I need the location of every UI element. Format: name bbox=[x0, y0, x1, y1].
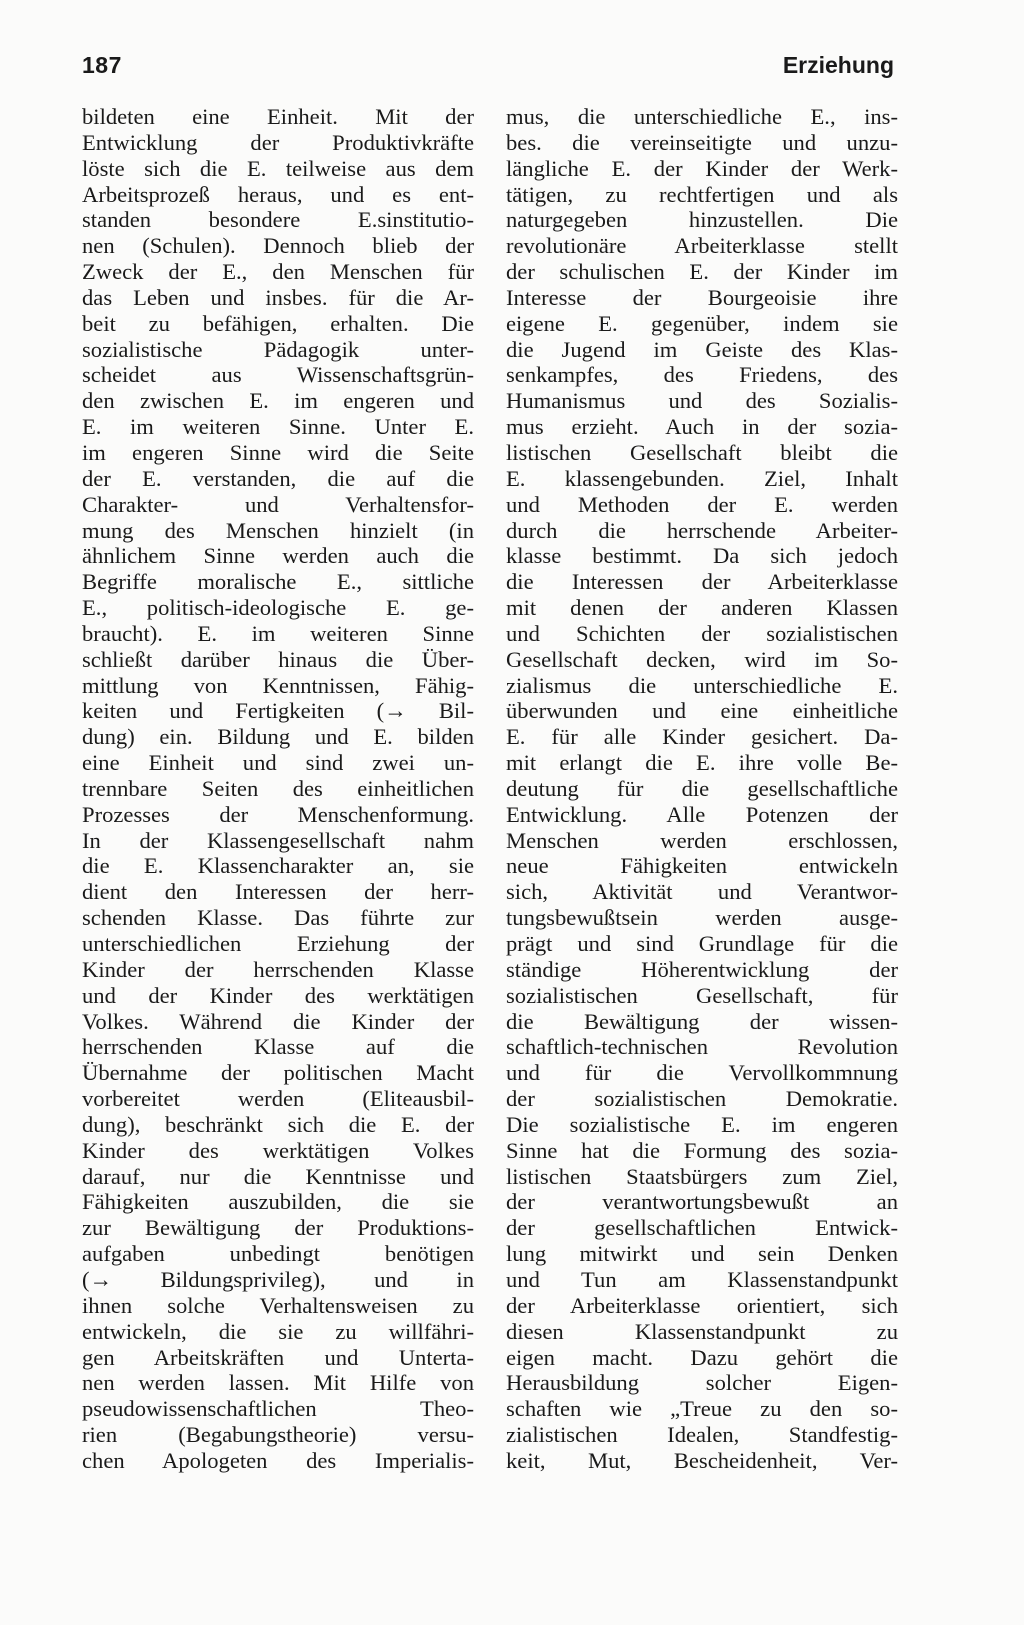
text-line: Volkes. Während die Kinder der bbox=[82, 1008, 474, 1034]
text-line: Charakter- und Verhaltensfor- bbox=[82, 491, 474, 517]
text-line: bildeten eine Einheit. Mit der bbox=[82, 104, 474, 129]
text-line: pseudowissenschaftlichen Theo- bbox=[82, 1396, 474, 1422]
text-line: Menschen werden erschlossen, bbox=[506, 827, 898, 853]
text-line: mus, die unterschiedliche E., ins- bbox=[506, 104, 898, 129]
text-line: ständige Höherentwicklung der bbox=[506, 956, 898, 982]
text-line: zialismus die unterschiedliche E. bbox=[506, 672, 898, 698]
text-line: listischen Gesellschaft bleibt die bbox=[506, 439, 898, 465]
text-line: Die sozialistische E. im engeren bbox=[506, 1111, 898, 1137]
text-line: dung), beschränkt sich die E. der bbox=[82, 1111, 474, 1137]
text-line: scheidet aus Wissenschaftsgrün- bbox=[82, 362, 474, 388]
text-line: Zweck der E., den Menschen für bbox=[82, 259, 474, 285]
text-line: gen Arbeitskräften und Unterta- bbox=[82, 1344, 474, 1370]
text-line: mit denen der anderen Klassen bbox=[506, 595, 898, 621]
text-line: Begriffe moralische E., sittliche bbox=[82, 569, 474, 595]
text-line: löste sich die E. teilweise aus dem bbox=[82, 155, 474, 181]
text-line: die Interessen der Arbeiterklasse bbox=[506, 569, 898, 595]
text-line: schaftlich-technischen Revolution bbox=[506, 1034, 898, 1060]
text-line: zialistischen Idealen, Standfestig- bbox=[506, 1422, 898, 1448]
text-line: sozialistischen Gesellschaft, für bbox=[506, 982, 898, 1008]
text-line: und Tun am Klassenstandpunkt bbox=[506, 1266, 898, 1292]
text-line: mit erlangt die E. ihre volle Be- bbox=[506, 750, 898, 776]
text-line: entwickeln, die sie zu willfähri- bbox=[82, 1318, 474, 1344]
text-line: der schulischen E. der Kinder im bbox=[506, 259, 898, 285]
text-line: Kinder der herrschenden Klasse bbox=[82, 956, 474, 982]
page-number: 187 bbox=[82, 52, 122, 78]
text-line: braucht). E. im weiteren Sinne bbox=[82, 620, 474, 646]
text-line: der sozialistischen Demokratie. bbox=[506, 1086, 898, 1112]
left-text-column bbox=[82, 104, 474, 1474]
text-line: eigene E. gegenüber, indem sie bbox=[506, 310, 898, 336]
text-line: Kinder des werktätigen Volkes bbox=[82, 1137, 474, 1163]
text-line: E. klassengebunden. Ziel, Inhalt bbox=[506, 465, 898, 491]
text-line: chen Apologeten des Imperialis- bbox=[82, 1447, 474, 1473]
text-line: Gesellschaft decken, wird im So- bbox=[506, 646, 898, 672]
text-line: trennbare Seiten des einheitlichen bbox=[82, 775, 474, 801]
text-line: mus erzieht. Auch in der sozia- bbox=[506, 414, 898, 440]
text-line: eigen macht. Dazu gehört die bbox=[506, 1344, 898, 1370]
text-line: naturgegeben hinzustellen. Die bbox=[506, 207, 898, 233]
text-line: Sinne hat die Formung des sozia- bbox=[506, 1137, 898, 1163]
text-line: klasse bestimmt. Da sich jedoch bbox=[506, 543, 898, 569]
text-line: dient den Interessen der herr- bbox=[82, 879, 474, 905]
text-line: nen werden lassen. Mit Hilfe von bbox=[82, 1370, 474, 1396]
text-line: prägt und sind Grundlage für die bbox=[506, 931, 898, 956]
text-line: und für die Vervollkommnung bbox=[506, 1060, 898, 1086]
text-line: Entwicklung. Alle Potenzen der bbox=[506, 801, 898, 827]
text-line: aufgaben unbedingt benötigen bbox=[82, 1241, 474, 1267]
text-line: schaften wie „Treue zu den so- bbox=[506, 1396, 898, 1422]
text-line: lung mitwirkt und sein Denken bbox=[506, 1241, 898, 1267]
text-line: die Jugend im Geiste des Klas- bbox=[506, 336, 898, 362]
text-line: und Schichten der sozialistischen bbox=[506, 620, 898, 646]
text-line: Interesse der Bourgeoisie ihre bbox=[506, 284, 898, 310]
text-line: Fähigkeiten auszubilden, die sie bbox=[82, 1189, 474, 1215]
text-line: senkampfes, des Friedens, des bbox=[506, 362, 898, 388]
text-line: Prozesses der Menschenformung. bbox=[82, 801, 474, 827]
text-line: der Arbeiterklasse orientiert, sich bbox=[506, 1292, 898, 1318]
text-line: und der Kinder des werktätigen bbox=[82, 982, 474, 1008]
text-line: das Leben und insbes. für die Ar- bbox=[82, 284, 474, 310]
text-line: die Bewältigung der wissen- bbox=[506, 1008, 898, 1034]
text-line: deutung für die gesellschaftliche bbox=[506, 775, 898, 801]
text-line: dung) ein. Bildung und E. bilden bbox=[82, 724, 474, 750]
text-line: durch die herrschende Arbeiter- bbox=[506, 517, 898, 543]
text-line: im engeren Sinne wird die Seite bbox=[82, 439, 474, 465]
text-line: revolutionäre Arbeiterklasse stellt bbox=[506, 233, 898, 259]
right-text-column bbox=[506, 104, 898, 1474]
text-line: keiten und Fertigkeiten (→ Bil- bbox=[82, 698, 474, 724]
text-line: mung des Menschen hinzielt (in bbox=[82, 517, 474, 543]
text-line: (→ Bildungsprivileg), und in bbox=[82, 1266, 474, 1292]
text-line: der gesellschaftlichen Entwick- bbox=[506, 1215, 898, 1241]
text-line: überwunden und eine einheitliche bbox=[506, 698, 898, 724]
text-line: nen (Schulen). Dennoch blieb der bbox=[82, 233, 474, 259]
text-line: Humanismus und des Sozialis- bbox=[506, 388, 898, 414]
text-line: rien (Begabungstheorie) versu- bbox=[82, 1422, 474, 1448]
text-line: der E. verstanden, die auf die bbox=[82, 465, 474, 491]
text-line: den zwischen E. im engeren und bbox=[82, 388, 474, 414]
text-line: In der Klassengesellschaft nahm bbox=[82, 827, 474, 853]
text-line: unterschiedlichen Erziehung der bbox=[82, 931, 474, 956]
text-line: sich, Aktivität und Verantwor- bbox=[506, 879, 898, 905]
text-line: beit zu befähigen, erhalten. Die bbox=[82, 310, 474, 336]
text-line: diesen Klassenstandpunkt zu bbox=[506, 1318, 898, 1344]
text-line: listischen Staatsbürgers zum Ziel, bbox=[506, 1163, 898, 1189]
text-line: tungsbewußtsein werden ausge- bbox=[506, 905, 898, 931]
text-line: die E. Klassencharakter an, sie bbox=[82, 853, 474, 879]
text-line: und Methoden der E. werden bbox=[506, 491, 898, 517]
text-line: der verantwortungsbewußt an bbox=[506, 1189, 898, 1215]
text-line: tätigen, zu rechtfertigen und als bbox=[506, 181, 898, 207]
running-head: Erziehung bbox=[782, 52, 894, 78]
text-line: neue Fähigkeiten entwickeln bbox=[506, 853, 898, 879]
text-line: standen besondere E.sinstitutio- bbox=[82, 207, 474, 233]
text-line: E., politisch-ideologische E. ge- bbox=[82, 595, 474, 621]
text-line: ähnlichem Sinne werden auch die bbox=[82, 543, 474, 569]
text-line: eine Einheit und sind zwei un- bbox=[82, 750, 474, 776]
text-line: keit, Mut, Bescheidenheit, Ver- bbox=[506, 1447, 898, 1473]
text-line: ihnen solche Verhaltensweisen zu bbox=[82, 1292, 474, 1318]
text-line: Arbeitsprozeß heraus, und es ent- bbox=[82, 181, 474, 207]
text-line: Herausbildung solcher Eigen- bbox=[506, 1370, 898, 1396]
page-header bbox=[82, 52, 894, 86]
text-line: schenden Klasse. Das führte zur bbox=[82, 905, 474, 931]
text-line: Übernahme der politischen Macht bbox=[82, 1060, 474, 1086]
text-line: sozialistische Pädagogik unter- bbox=[82, 336, 474, 362]
text-line: vorbereitet werden (Eliteausbil- bbox=[82, 1086, 474, 1112]
text-line: zur Bewältigung der Produktions- bbox=[82, 1215, 474, 1241]
text-line: bes. die vereinseitigte und unzu- bbox=[506, 129, 898, 155]
text-line: schließt darüber hinaus die Über- bbox=[82, 646, 474, 672]
text-line: E. im weiteren Sinne. Unter E. bbox=[82, 414, 474, 440]
text-line: Entwicklung der Produktivkräfte bbox=[82, 129, 474, 155]
text-line: längliche E. der Kinder der Werk- bbox=[506, 155, 898, 181]
text-line: darauf, nur die Kenntnisse und bbox=[82, 1163, 474, 1189]
text-line: E. für alle Kinder gesichert. Da- bbox=[506, 724, 898, 750]
text-line: mittlung von Kenntnissen, Fähig- bbox=[82, 672, 474, 698]
text-line: herrschenden Klasse auf die bbox=[82, 1034, 474, 1060]
